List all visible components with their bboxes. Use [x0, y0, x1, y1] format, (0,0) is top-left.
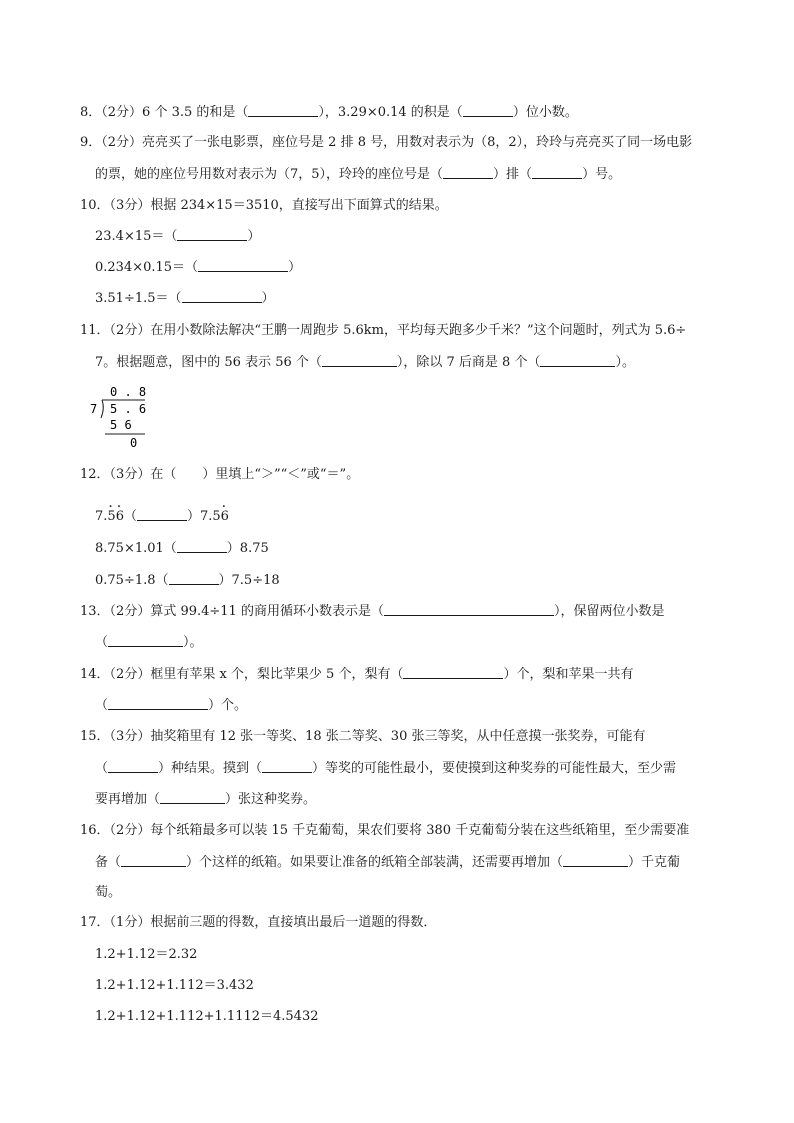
- answer-blank[interactable]: [322, 354, 397, 367]
- long-division-figure: [90, 383, 160, 453]
- question-12-row-3: 0.75÷1.8（ ）7.5÷18: [95, 573, 280, 588]
- question-14-line-1: 14．（2分）框里有苹果 x 个，梨比苹果少 5 个，梨有（ ）个，梨和苹果一共有: [80, 667, 634, 682]
- question-10-expr-1: 23.4×15＝（ ）: [95, 229, 261, 244]
- answer-blank[interactable]: [137, 508, 187, 521]
- answer-blank[interactable]: [443, 166, 493, 179]
- answer-blank[interactable]: [108, 760, 158, 773]
- question-17-expr-2: 1.2+1.12+1.112＝3.432: [95, 978, 254, 993]
- answer-blank[interactable]: [198, 259, 288, 272]
- answer-blank[interactable]: [563, 854, 628, 867]
- question-17-expr-1: 1.2+1.12＝2.32: [95, 947, 198, 962]
- answer-blank[interactable]: [248, 104, 318, 117]
- question-10-title: 10．（3分）根据 234×15＝3510，直接写出下面算式的结果。: [80, 198, 448, 213]
- answer-blank[interactable]: [262, 760, 312, 773]
- answer-blank[interactable]: [384, 603, 554, 616]
- division-bracket: [101, 400, 103, 418]
- answer-blank[interactable]: [121, 854, 186, 867]
- question-11-line-2: 7。根据题意，图中的 56 表示 56 个（ ），除以 7 后商是 8 个（ ）。: [95, 355, 635, 370]
- division-dividend: 5 . 6: [110, 402, 147, 416]
- question-14-line-2: （ ）个。: [95, 698, 248, 713]
- repeating-digit: · 5: [107, 509, 115, 525]
- question-16-line-2: 备（ ）个这样的纸箱。如果要让准备的纸箱全部装满，还需要再增加（ ）千克葡: [95, 855, 681, 870]
- answer-blank[interactable]: [169, 572, 219, 585]
- answer-blank[interactable]: [532, 166, 582, 179]
- answer-blank[interactable]: [177, 228, 247, 241]
- question-16-line-1: 16．（2分）每个纸箱最多可以装 15 千克葡萄，果农们要将 380 千克葡萄分装在这些纸箱里，至少需要准: [80, 823, 690, 838]
- question-12-title: 12．（3分）在（ ）里填上“＞”“＜”或“＝”。: [80, 467, 360, 482]
- question-10-expr-2: 0.234×0.15＝（ ）: [95, 260, 302, 275]
- repeating-digit: · 6: [116, 509, 124, 525]
- question-10-expr-3: 3.51÷1.5＝（ ）: [95, 291, 275, 306]
- question-15-line-3: 要再增加（ ）张这种奖券。: [95, 792, 317, 807]
- question-15-line-2: （ ）种结果。摸到（ ）等奖的可能性最小，要使摸到这种奖券的可能性最大，至少需: [95, 761, 677, 776]
- answer-blank[interactable]: [540, 354, 615, 367]
- question-12-row-1: 7.· 5· 6（ ）7.5· 6: [95, 508, 229, 525]
- question-9-line-2: 的票，她的座位号用数对表示为（7，5），玲玲的座位号是（ ）排（ ）号。: [95, 167, 622, 182]
- question-9-line-1: 9．（2分）亮亮买了一张电影票，座位号是 2 排 8 号，用数对表示为（8，2），玲玲与亮亮买了同一场电影: [80, 135, 693, 150]
- answer-blank[interactable]: [108, 697, 208, 710]
- question-17-title: 17．（1分）根据前三题的得数，直接填出最后一道题的得数．: [80, 915, 437, 930]
- division-quotient: 0 . 8: [110, 385, 147, 399]
- answer-blank[interactable]: [160, 791, 225, 804]
- answer-blank[interactable]: [403, 666, 503, 679]
- question-11-line-1: 11．（2分）在用小数除法解决“王鹏一周跑步 5.6km，平均每天跑多少千米？”这个问题时，列式为 5.6÷: [80, 323, 687, 338]
- answer-blank[interactable]: [463, 104, 513, 117]
- question-15-line-1: 15．（3分）抽奖箱里有 12 张一等奖、18 张二等奖、30 张三等奖，从中任意摸一张奖券，可能有: [80, 729, 646, 744]
- division-product: 5 6: [110, 418, 132, 432]
- question-12-row-2: 8.75×1.01（ ）8.75: [95, 541, 269, 556]
- question-17-expr-3: 1.2+1.12+1.112+1.1112＝4.5432: [95, 1009, 319, 1024]
- question-13-line-2: （ ）。: [95, 635, 203, 650]
- division-divisor: 7: [90, 402, 98, 416]
- answer-blank[interactable]: [177, 540, 227, 553]
- question-8: 8．（2分）6 个 3.5 的和是（ ），3.29×0.14 的积是（ ）位小数。: [80, 105, 578, 120]
- question-16-line-3: 萄。: [95, 885, 122, 900]
- answer-blank[interactable]: [108, 634, 183, 647]
- division-remainder: 0: [130, 436, 138, 450]
- repeating-digit: · 6: [221, 509, 229, 525]
- answer-blank[interactable]: [182, 290, 262, 303]
- question-13-line-1: 13．（2分）算式 99.4÷11 的商用循环小数表示是（ ），保留两位小数是: [80, 604, 665, 619]
